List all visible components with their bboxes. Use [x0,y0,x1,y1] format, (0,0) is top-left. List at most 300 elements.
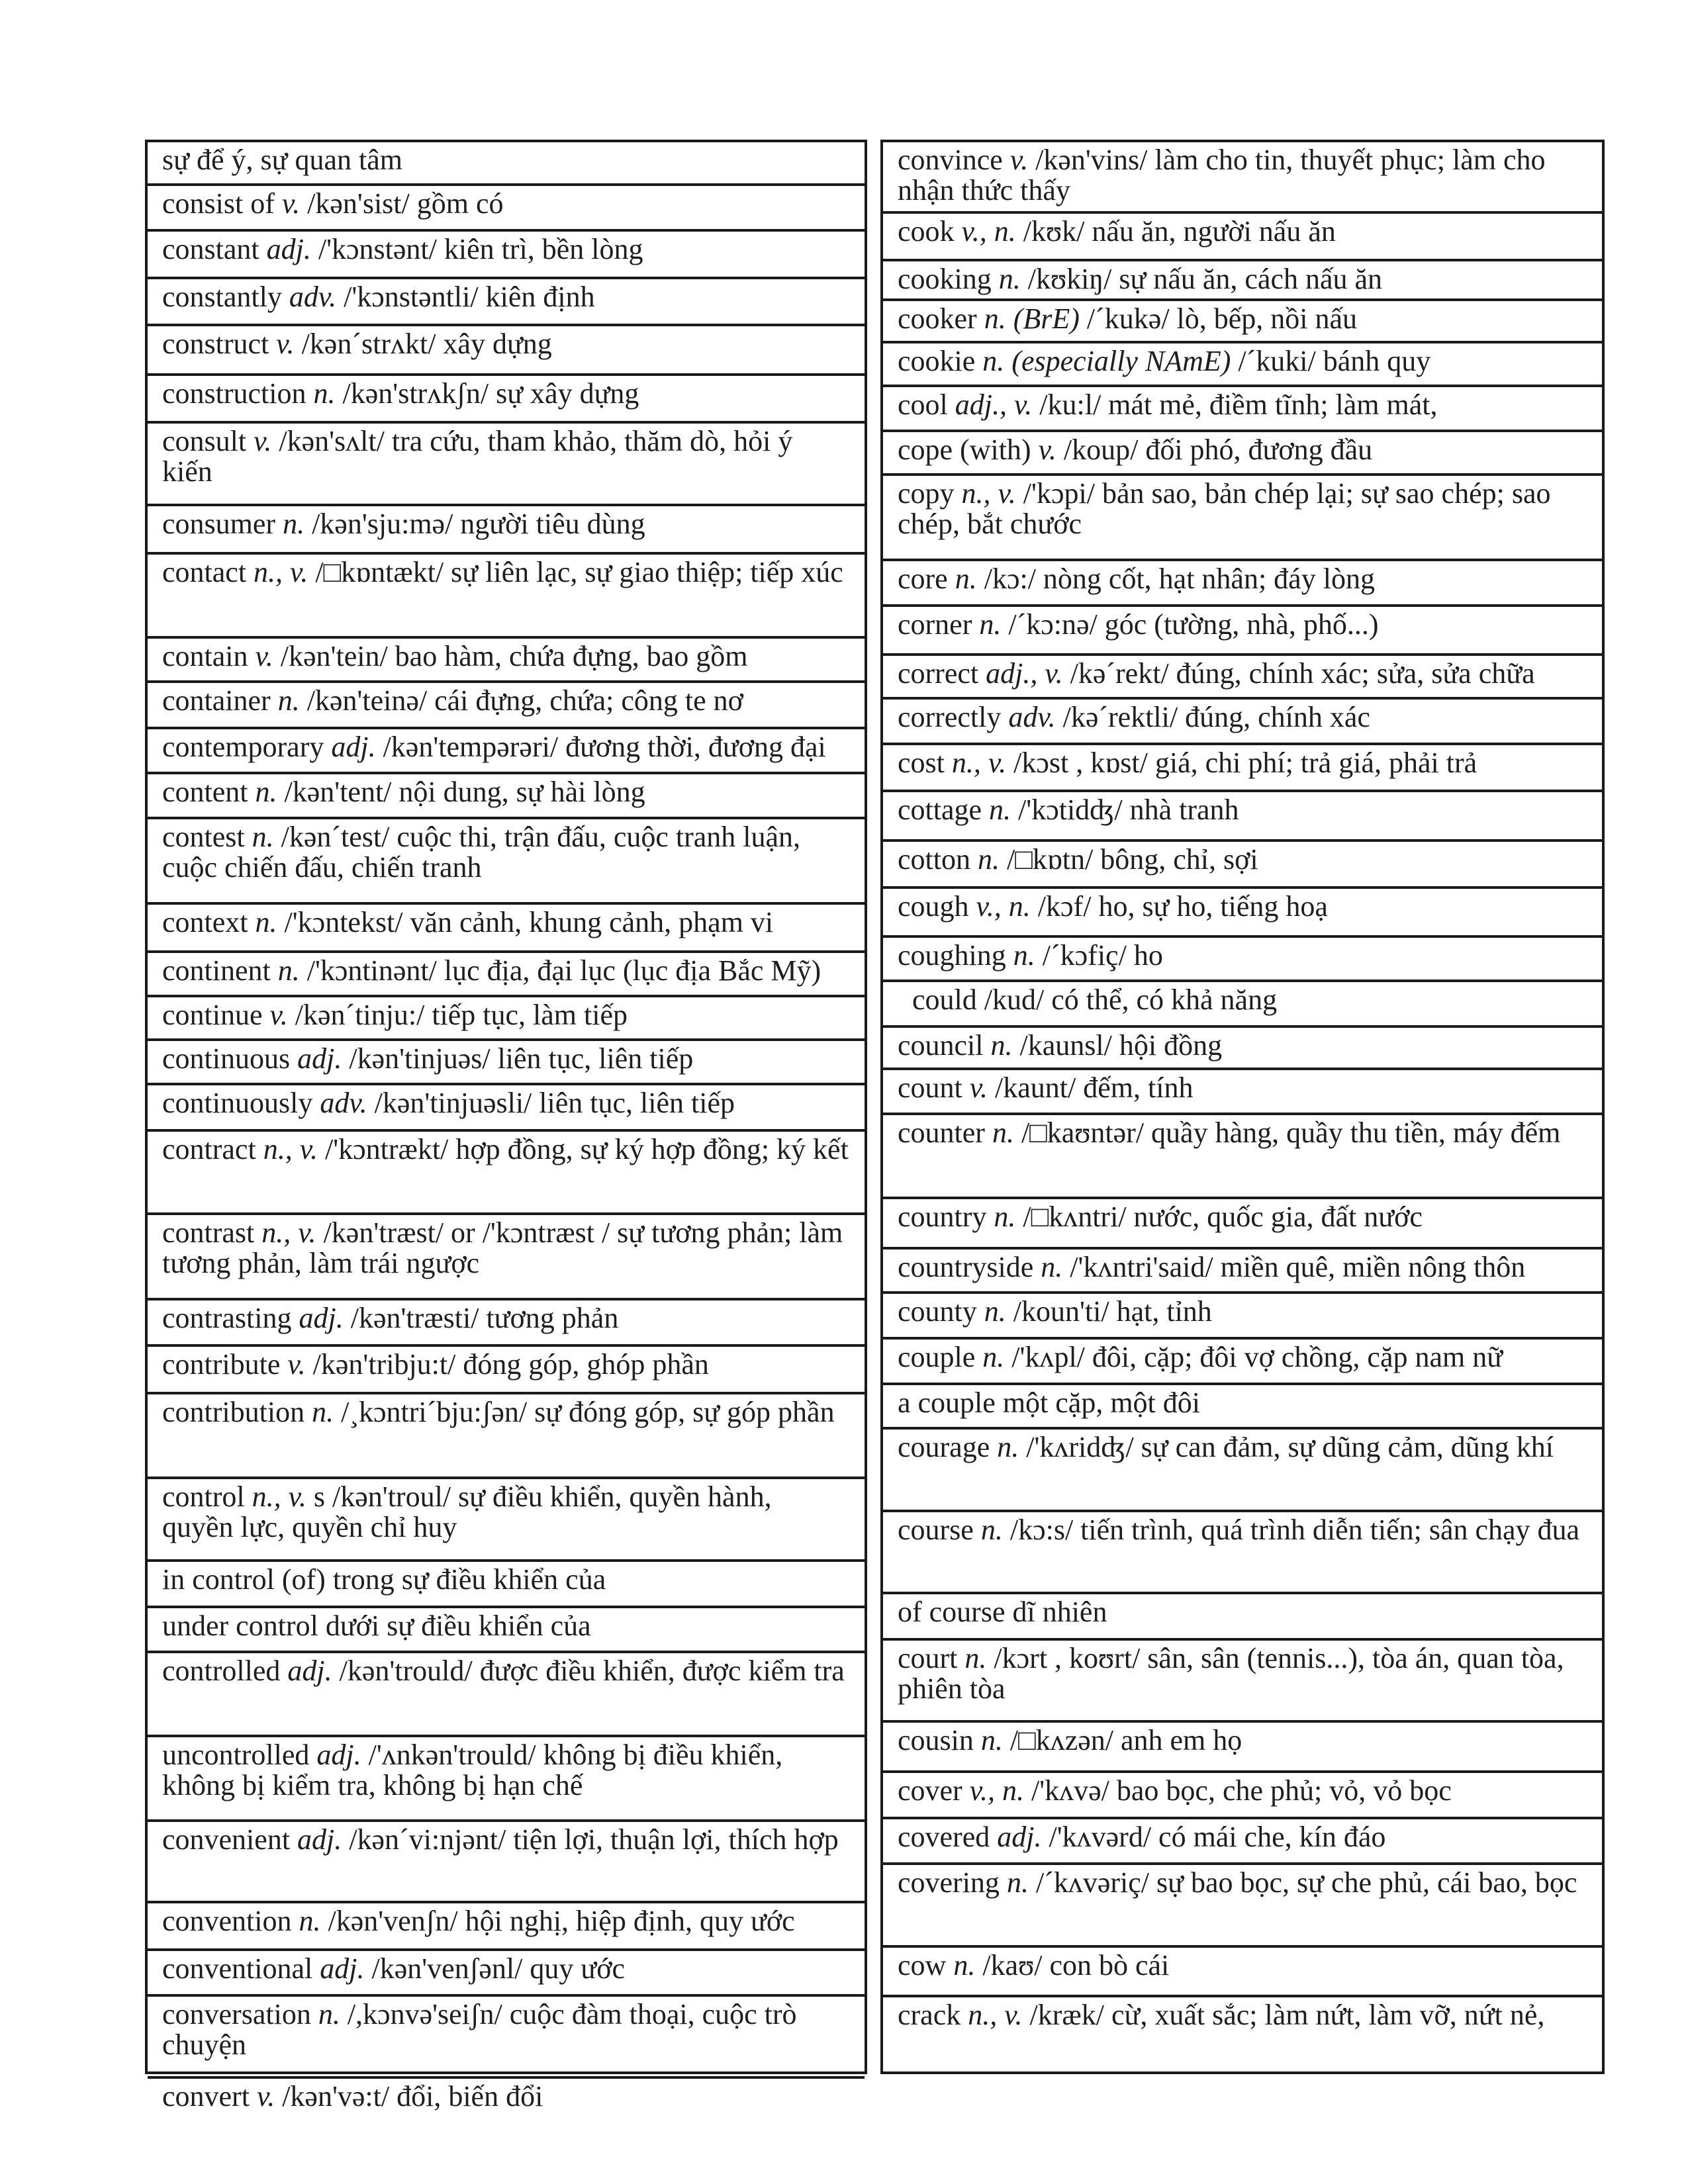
entry-part-of-speech: v. [287,1348,306,1381]
entry-word: cope (with) [898,433,1031,466]
entry-word: court [898,1642,958,1674]
entry-part-of-speech: n. [277,684,300,717]
entry-definition: ho, sự ho, tiếng hoạ [1098,890,1328,923]
entry-definition: tiếp tục, làm tiếp [432,999,628,1031]
entry-definition: đổi, biến đổi [397,2080,543,2113]
entry-part-of-speech: v. [1009,144,1029,176]
entry-word: cookie [898,345,976,377]
vocab-entry [883,343,1602,387]
entry-pronunciation: /□kʌntri/ [1023,1201,1127,1233]
entry-pronunciation: /kən'tinjuəs/ [349,1042,491,1075]
entry-part-of-speech: n. [979,608,1002,641]
entry-part-of-speech: n. [1013,939,1035,972]
entry-part-of-speech: n., v. [968,1999,1023,2031]
entry-definition: nòng cốt, hạt nhân; đáy lòng [1043,563,1375,595]
entry-pronunciation: /kaunt/ [995,1071,1076,1104]
vocab-entry [883,1948,1602,1997]
entry-part-of-speech: n. (BrE) [984,302,1080,335]
entry-pronunciation: /'kʌridʤ/ [1026,1431,1134,1463]
vocab-entry [148,279,865,326]
vocab-entry [148,1041,865,1085]
entry-pronunciation: /'kʌvə/ [1031,1774,1109,1807]
entry-pronunciation: /□kɒtn/ [1006,843,1094,876]
entry-pronunciation: /'kɔntrækt/ [324,1133,449,1165]
entry-definition: sự bao bọc, sự che phủ, cái bao, bọc [1156,1866,1577,1899]
entry-word: council [898,1029,984,1062]
entry-pronunciation: /kən'tein/ [280,640,388,672]
entry-part-of-speech: n. [980,1724,1003,1756]
entry-part-of-speech: n. [1006,1866,1029,1899]
entry-pronunciation: /kən'sʌlt/ [279,425,385,457]
entry-part-of-speech: n. [953,1949,976,1981]
entry-pronunciation: /´kɔfiç/ [1042,939,1127,972]
entry-word: construct [162,328,269,360]
entry-part-of-speech: n. [255,776,277,808]
entry-pronunciation: /kən'teinə/ [306,684,428,717]
entry-word: continent [162,954,271,987]
entry-word: uncontrolled [162,1739,310,1771]
vocab-entry [883,1773,1602,1819]
entry-word: could /kud/ có thể, có khả năng [912,983,1278,1016]
entry-pronunciation: /'kɔtidʤ/ [1018,794,1123,826]
entry-definition: sự điều khiển, quyền hành, quyền lực, quyền chỉ huy [162,1480,772,1543]
entry-definition: bao bọc, che phủ; vỏ, vỏ bọc [1116,1774,1452,1807]
entry-definition: đúng, chính xác; sửa, sửa chữa [1176,657,1535,690]
entry-definition: bao hàm, chứa đựng, bao gồm [395,640,748,672]
entry-word: cousin [898,1724,974,1756]
entry-definition: hội nghị, hiệp định, quy ước [465,1905,795,1937]
vocab-entry [148,1085,865,1132]
entry-part-of-speech: v. [281,187,301,220]
entry-pronunciation: /kən'vins/ [1035,144,1148,176]
entry-pronunciation: /kɔst , kɒst/ [1013,747,1148,779]
entry-word: covering [898,1866,1000,1899]
entry-definition: sự xây dựng [496,377,639,410]
entry-definition: liên tục, liên tiếp [539,1087,735,1119]
entry-pronunciation: /□kaʊntər/ [1021,1116,1145,1149]
entry-definition: nội dung, sự hài lòng [399,776,645,808]
entry-word: course [898,1514,974,1546]
entry-part-of-speech: n., v. [263,1133,318,1165]
entry-pronunciation: /kən'venʃn/ [328,1905,458,1937]
vocab-entry [148,326,865,376]
vocab-entry [148,1737,865,1822]
vocab-entry [883,842,1602,889]
vocab-entry [883,1723,1602,1773]
vocab-entry [148,232,865,279]
entry-pronunciation: /'kʌntri'said/ [1070,1251,1213,1283]
entry-part-of-speech: adv. [289,281,337,313]
entry-part-of-speech: adj. [320,1952,365,1985]
entry-definition: gồm có [416,187,504,220]
entry-definition: đối phó, đương đầu [1145,433,1373,466]
vocab-entry [148,997,865,1041]
entry-pronunciation: /'kɔnstəntli/ [344,281,479,313]
vocab-entry [883,1430,1602,1512]
entry-part-of-speech: n. [955,563,977,595]
entry-pronunciation: /kən'træst/ or /'kɔntræst / [323,1216,610,1249]
entry-part-of-speech: adj. [299,1302,344,1334]
entry-word: continuously [162,1087,313,1119]
entry-word: contain [162,640,248,672]
entry-word: core [898,563,948,595]
entry-definition: cái đựng, chứa; công te nơ [434,684,743,717]
entry-part-of-speech: adj., v. [986,657,1063,690]
entry-definition: tiến trình, quá trình diễn tiến; sân chạy đua [1080,1514,1580,1546]
entry-pronunciation: /kən'və:t/ [282,2080,390,2113]
entry-definition: bông, chỉ, sợi [1100,843,1258,876]
entry-pronunciation: /□kʌzən/ [1009,1724,1113,1756]
entry-part-of-speech: adj. [997,1821,1042,1853]
entry-definition: bánh quy [1323,345,1431,377]
vocab-entry [148,905,865,953]
entry-definition: bản sao, bản chép lại; sự sao chép; sao chép, bắt chước [898,477,1551,540]
entry-definition: lò, bếp, nồi nấu [1176,302,1358,335]
entry-definition: đóng góp, ghóp phần [463,1348,709,1381]
entry-pronunciation: /kʊkiŋ/ [1027,263,1112,295]
entry-word: convince [898,144,1003,176]
entry-definition: cuộc đàm thoại, cuộc trò chuyện [162,1998,797,2061]
entry-pronunciation: /´kʌvəriç/ [1035,1866,1149,1899]
entry-part-of-speech: v. [1038,433,1056,466]
entry-pronunciation: /kə´rektli/ [1062,701,1178,733]
entry-definition: đúng, chính xác [1185,701,1370,733]
entry-pronunciation: /kən'sist/ [307,187,410,220]
entry-part-of-speech: v. [255,640,273,672]
entry-definition: con bò cái [1049,1949,1170,1981]
entry-word: container [162,684,271,717]
entry-word: contest [162,821,245,853]
vocab-entry [148,376,865,424]
entry-word: covered [898,1821,990,1853]
entry-definition: làm cho tin, thuyết phục; làm cho nhận thức thấy [898,144,1546,206]
vocab-entry [883,889,1602,938]
entry-definition: được điều khiển, được kiểm tra [479,1655,845,1687]
entry-definition: quầy hàng, quầy thu tiền, máy đếm [1151,1116,1561,1149]
vocab-entry [883,214,1602,261]
entry-pronunciation: /'kʌvərd/ [1049,1821,1152,1853]
entry-word: cottage [898,794,982,826]
vocab-column-right [880,140,1605,2074]
vocab-entry [883,1340,1602,1385]
vocab-entry [883,261,1602,301]
entry-pronunciation: /kən'strʌkʃn/ [342,377,489,410]
vocab-entry [148,186,865,232]
entry-word: copy [898,477,955,510]
entry-pronunciation: /kən'tribju:t/ [312,1348,456,1381]
entry-part-of-speech: n., v. [261,1216,316,1249]
entry-pronunciation: /kən´strʌkt/ [301,328,436,360]
vocab-entry [883,1819,1602,1865]
vocab-entry [883,1997,1602,2079]
entry-word: couple [898,1341,976,1373]
entry-part-of-speech: v., n. [969,1774,1024,1807]
entry-pronunciation: /kən'sju:mə/ [312,508,453,540]
entry-part-of-speech: n. [990,1029,1013,1062]
vocab-entry [148,1562,865,1608]
entry-definition: tiện lợi, thuận lợi, thích hợp [513,1823,839,1856]
entry-definition: mát mẻ, điềm tĩnh; làm mát, [1108,388,1438,421]
entry-part-of-speech: adj. [331,731,376,763]
entry-part-of-speech: n. [283,508,305,540]
entry-word: contribute [162,1348,281,1381]
entry-part-of-speech: n. [313,377,336,410]
entry-word: coughing [898,939,1006,972]
entry-pronunciation: /kaʊ/ [982,1949,1043,1981]
entry-pronunciation: /'kɔntekst/ [284,906,403,938]
entry-pronunciation: /´kɔ:nə/ [1008,608,1098,641]
entry-definition: đếm, tính [1083,1071,1194,1104]
entry-word: in control (of) trong sự điều khiển của [162,1563,606,1596]
entry-word: contrast [162,1216,255,1249]
vocab-entry [148,1347,865,1394]
entry-word: correct [898,657,979,690]
vocab-entry [148,555,865,639]
entry-part-of-speech: v. [269,999,288,1031]
vocab-entry [148,1132,865,1215]
entry-word: of course dĩ nhiên [898,1596,1107,1628]
entry-word: countryside [898,1251,1034,1283]
entry-word: controlled [162,1655,281,1687]
entry-word: conventional [162,1952,313,1985]
vocab-entry [883,1115,1602,1199]
vocab-entry [883,476,1602,561]
entry-part-of-speech: adj., v. [955,388,1033,421]
entry-word: country [898,1201,987,1233]
entry-definition: có mái che, kín đáo [1158,1821,1386,1853]
entry-pronunciation: /'kɔpi/ [1023,477,1095,510]
vocab-entry [148,683,865,729]
entry-part-of-speech: adv. [320,1087,367,1119]
entry-pronunciation: /kən'venʃənl/ [371,1952,523,1985]
entry-part-of-speech: v., n. [961,215,1016,248]
entry-definition: cừ, xuất sắc; làm nứt, làm vỡ, nứt nẻ, [1111,1999,1545,2031]
vocab-entry [883,1865,1602,1948]
entry-part-of-speech: adv. [1008,701,1056,733]
vocab-entry [148,774,865,819]
entry-word: contract [162,1133,256,1165]
entry-definition: nước, quốc gia, đất nước [1133,1201,1423,1233]
entry-pronunciation: /,kɔnvə'seiʃn/ [347,1998,502,2030]
entry-part-of-speech: n., v. [252,1480,306,1513]
vocab-entry [883,1594,1602,1641]
entry-pronunciation: /ku:l/ [1039,388,1102,421]
entry-word: cook [898,215,955,248]
entry-part-of-speech: v. [969,1071,988,1104]
vocab-entry [883,1028,1602,1070]
vocab-entry [883,1250,1602,1294]
vocab-entry [883,1070,1602,1115]
entry-definition: văn cảnh, khung cảnh, phạm vi [410,906,774,938]
entry-part-of-speech: n., v. [254,556,308,588]
entry-part-of-speech: n. [277,954,300,987]
entry-part-of-speech: n. [299,1905,321,1937]
entry-definition: giá, chi phí; trả giá, phải trả [1154,747,1477,779]
entry-definition: góc (tường, nhà, phố...) [1104,608,1379,641]
entry-definition: nấu ăn, người nấu ăn [1092,215,1336,248]
entry-definition: đương thời, đương đại [565,731,826,763]
entry-part-of-speech: n. [1041,1251,1063,1283]
entry-word: crack [898,1999,961,2031]
entry-pronunciation: /kən'trould/ [339,1655,473,1687]
entry-pronunciation: /kən´test/ [281,821,390,853]
vocab-entry [148,506,865,555]
entry-part-of-speech: adj. [316,1739,361,1771]
entry-definition: kiên trì, bền lòng [444,233,643,265]
entry-word: contact [162,556,247,588]
entry-pronunciation: /´kukə/ [1086,302,1170,335]
vocab-entry [883,301,1602,343]
entry-part-of-speech: n. [998,263,1021,295]
entry-definition: hội đồng [1119,1029,1223,1062]
entry-definition: sự can đảm, sự dũng cảm, dũng khí [1141,1431,1554,1463]
vocab-entry [148,2079,865,2113]
entry-definition: sân, sân (tennis...), tòa án, quan tòa, phiên tòa [898,1642,1564,1705]
vocab-entry [148,639,865,683]
entry-definition: người tiêu dùng [460,508,645,540]
entry-part-of-speech: n. [989,794,1011,826]
entry-part-of-speech: n. [312,1396,334,1428]
vocab-entry [148,1608,865,1653]
entry-part-of-speech: adj. [287,1655,332,1687]
vocab-column-left [145,140,867,2113]
entry-word: continue [162,999,263,1031]
entry-definition: nhà tranh [1129,794,1239,826]
entry-definition: hạt, tỉnh [1116,1295,1212,1328]
entry-pronunciation: /'kʌpl/ [1011,1341,1085,1373]
entry-word: construction [162,377,306,410]
entry-definition: xây dựng [443,328,552,360]
entry-part-of-speech: adj. [266,233,311,265]
entry-word: count [898,1071,962,1104]
entry-word: convert [162,2080,250,2113]
entry-word: cover [898,1774,962,1807]
entry-word: contribution [162,1396,305,1428]
entry-pronunciation: /kɔrt , koʊrt/ [994,1642,1141,1674]
entry-word: cough [898,890,969,923]
entry-word: cool [898,388,948,421]
entry-word: continuous [162,1042,291,1075]
entry-part-of-speech: v. [256,2080,275,2113]
entry-word: sự để ý, sự quan tâm [162,144,402,176]
vocab-entry [148,729,865,774]
entry-word: convention [162,1905,292,1937]
vocab-entry [148,1653,865,1737]
vocab-entry [883,982,1602,1028]
entry-part-of-speech: v. [254,425,272,457]
vocab-entry [883,700,1602,745]
entry-word: constantly [162,281,282,313]
vocab-entry [148,1951,865,1997]
entry-word: consult [162,425,247,457]
entry-definition: quy ước [530,1952,625,1985]
entry-part-of-speech: n. [984,1295,1006,1328]
entry-word: a couple một cặp, một đôi [898,1387,1200,1419]
entry-part-of-speech: n., v. [961,477,1016,510]
entry-word: constant [162,233,259,265]
vocab-entry [883,792,1602,842]
entry-word: consist of [162,187,275,220]
entry-pronunciation: /kræk/ [1029,1999,1104,2031]
entry-part-of-speech: n. [255,906,277,938]
entry-pronunciation: /kɔ:/ [984,563,1036,595]
vocab-entry [883,938,1602,982]
entry-part-of-speech: n., v. [951,747,1007,779]
entry-pronunciation: /´kuki/ [1238,345,1316,377]
entry-definition: kiên định [485,281,595,313]
entry-pronunciation: /'kɔntinənt/ [306,954,437,987]
entry-word: under control dưới sự điều khiển của [162,1610,591,1642]
entry-definition: liên tục, liên tiếp [497,1042,694,1075]
entry-word: context [162,906,248,938]
entry-word: corner [898,608,972,641]
entry-definition: anh em họ [1120,1724,1243,1756]
entry-pronunciation: /kən'tinjuəsli/ [374,1087,532,1119]
vocab-entry [148,1394,865,1479]
entry-pronunciation: /kən´vi:njənt/ [349,1823,506,1856]
entry-pronunciation: s /kən'troul/ [313,1480,451,1513]
entry-part-of-speech: adj. [297,1823,342,1856]
entry-part-of-speech: adj. [297,1042,342,1075]
vocab-entry [883,607,1602,656]
entry-pronunciation: /koun'ti/ [1013,1295,1109,1328]
vocab-entry [148,1215,865,1300]
entry-part-of-speech: n. [982,1341,1005,1373]
entry-pronunciation: /kən'tent/ [284,776,392,808]
vocab-entry [148,1903,865,1951]
entry-part-of-speech: n. [977,843,1000,876]
entry-word: cow [898,1949,947,1981]
entry-part-of-speech: n. [964,1642,987,1674]
entry-word: cotton [898,843,970,876]
entry-part-of-speech: n. [994,1201,1016,1233]
entry-pronunciation: /kə´rekt/ [1070,657,1169,690]
entry-definition: lục địa, đại lục (lục địa Bắc Mỹ) [444,954,821,987]
entry-pronunciation: /'ʌnkən'trould/ [368,1739,536,1771]
entry-definition: sự nấu ăn, cách nấu ăn [1119,263,1383,295]
entry-part-of-speech: v., n. [976,890,1031,923]
entry-part-of-speech: n. [252,821,274,853]
entry-word: counter [898,1116,985,1149]
entry-pronunciation: /kʊk/ [1023,215,1085,248]
entry-word: contrasting [162,1302,292,1334]
entry-definition: sự liên lạc, sự giao thiệp; tiếp xúc [451,556,843,588]
entry-definition: tra cứu, tham khảo, thăm dò, hỏi ý kiến [162,425,793,488]
entry-definition: hợp đồng, sự ký hợp đồng; ký kết [455,1133,849,1165]
vocab-entry [148,1479,865,1562]
entry-part-of-speech: n. [992,1116,1014,1149]
entry-part-of-speech: n. [980,1514,1003,1546]
entry-word: conversation [162,1998,311,2030]
vocab-entry [883,142,1602,214]
entry-pronunciation: /'kɔnstənt/ [318,233,437,265]
entry-definition: sự tương phản; làm tương phản, làm trái ngược [162,1216,843,1279]
vocab-entry [883,387,1602,432]
vocab-entry [883,432,1602,476]
entry-word: contemporary [162,731,324,763]
vocab-entry [148,1822,865,1903]
vocab-entry [883,561,1602,607]
entry-definition: không bị điều khiển, không bị kiểm tra, không bị hạn chế [162,1739,783,1801]
entry-word: cost [898,747,945,779]
entry-pronunciation: /kɔf/ [1037,890,1092,923]
entry-pronunciation: /kən'tempərəri/ [383,731,559,763]
entry-word: correctly [898,701,1002,733]
vocab-entry [148,142,865,186]
entry-definition: cuộc thi, trận đấu, cuộc tranh luận, cuộc chiến đấu, chiến tranh [162,821,801,884]
entry-word: consumer [162,508,276,540]
vocab-entry [148,1300,865,1347]
